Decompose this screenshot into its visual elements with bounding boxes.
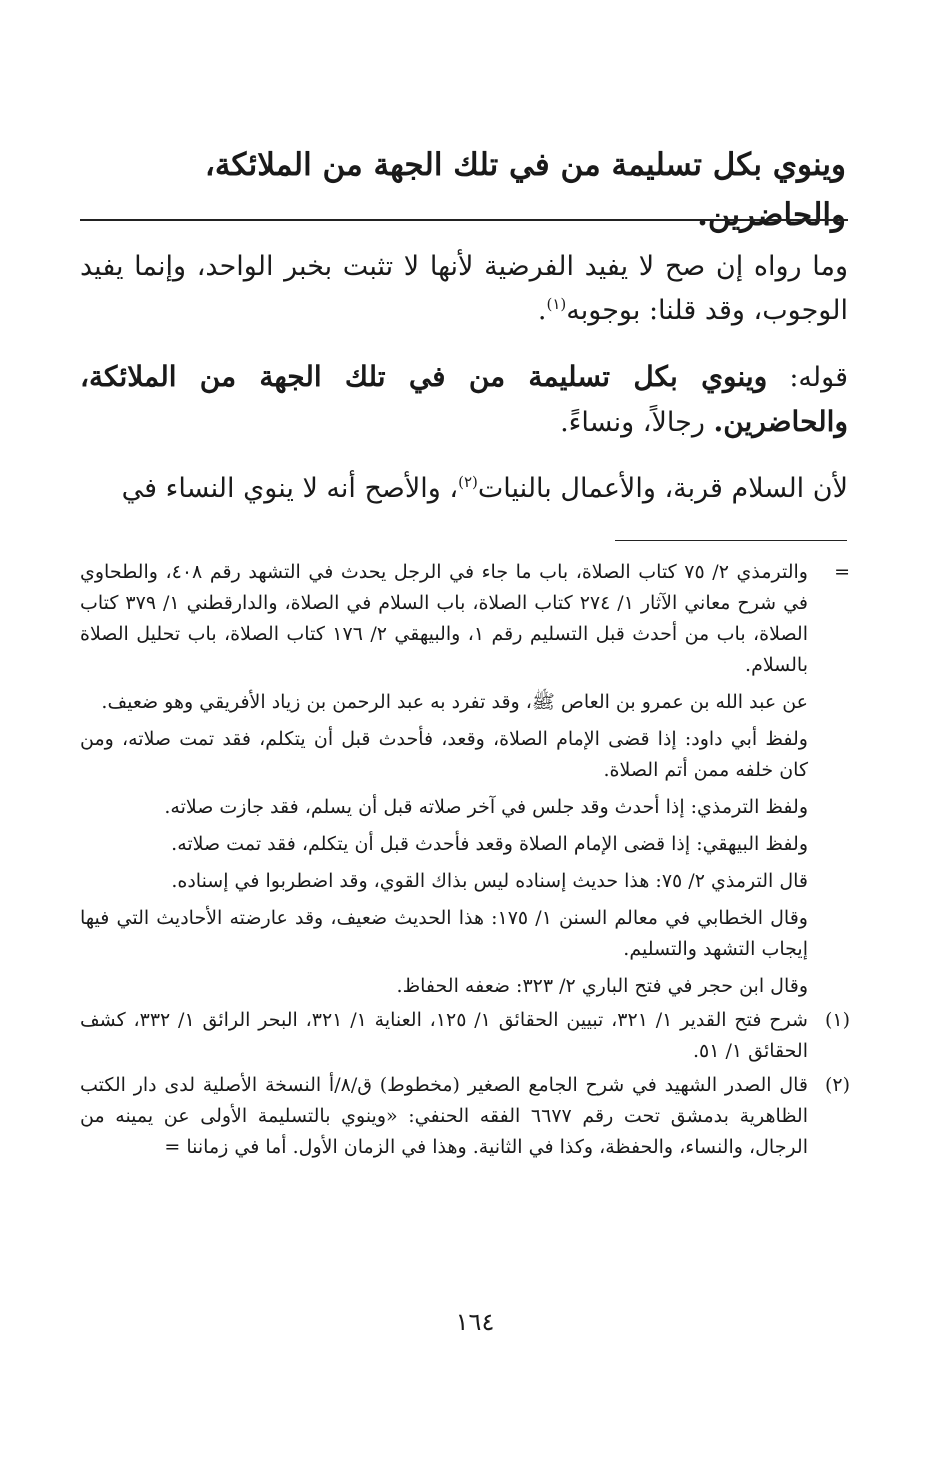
commentary-paragraph-3: [80, 467, 848, 511]
commentary-body: [80, 245, 848, 511]
heading-separator-rule: [80, 219, 848, 221]
footnote-paragraph: وقال ابن حجر في فتح الباري ٢/ ٣٢٣: ضعفه الحفاظ.: [396, 975, 808, 997]
footnote-separator-rule: [615, 540, 847, 541]
continuation-marker: =: [834, 561, 850, 583]
footnote-paragraph: والترمذي ٢/ ٧٥ كتاب الصلاة، باب ما جاء في الرجل يحدث في التشهد رقم ٤٠٨، والطحاوي في شرح معاني الآثار ١/ ٢٧٤ كتاب الصلاة، باب السلام في الصلاة، والدارقطني ١/ ٣٧٩ كتاب الصلاة، باب من أحدث قبل التسليم رقم ١، والبيهقي ٢/ ١٧٦ كتاب الصلاة، باب تحليل الصلاة بالسلام.: [80, 561, 808, 676]
footnote-2-marker: (٢): [824, 1074, 850, 1096]
footnote-paragraph: ولفظ الترمذي: إذا أحدث وقد جلس في آخر صلاته قبل أن يسلم، فقد جازت صلاته.: [164, 796, 808, 818]
matn-heading: وينوي بكل تسليمة من في تلك الجهة من الملائكة، والحاضرين.: [204, 147, 846, 233]
footnote-paragraph: قال الترمذي ٢/ ٧٥: هذا حديث إسناده ليس بذاك القوي، وقد اضطربوا في إسناده.: [171, 870, 808, 892]
footnote-2: [80, 1070, 850, 1163]
paragraph-text: لأن السلام قربة، والأعمال بالنيات: [477, 473, 848, 504]
footnote-2-text: قال الصدر الشهيد في شرح الجامع الصغير (مخطوط) ق/٨/أ النسخة الأصلية لدى دار الكتب الظاهرية بدمشق تحت رقم ٦٦٧٧ الفقه الحنفي: «وينوي بالتسليمة الأولى عن يمينه من الرجال، والنساء، والحفظة، وكذا في الثانية. وهذا في الزمان الأول. أما في زماننا =: [80, 1074, 808, 1158]
footnote-1-text: شرح فتح القدير ١/ ٣٢١، تبيين الحقائق ١/ ١٢٥، العناية ١/ ٣٢١، البحر الرائق ١/ ٣٣٢، كشف الحقائق ١/ ٥١.: [80, 1009, 808, 1062]
footnote-paragraph: ولفظ البيهقي: إذا قضى الإمام الصلاة وقعد فأحدث قبل أن يتكلم، فقد تمت صلاته.: [171, 833, 808, 855]
footnote-ref-1[interactable]: (١): [546, 295, 567, 313]
commentary-paragraph-2: [80, 355, 848, 445]
footnote-1-marker: (١): [824, 1009, 850, 1031]
quote-label: قوله:: [767, 362, 848, 393]
paragraph-text: وما رواه إن صح لا يفيد الفرضية لأنها لا تثبت بخبر الواحد، وإنما يفيد الوجوب، وقد قلنا: بوجوبه: [80, 251, 848, 326]
commentary-paragraph-1: [80, 245, 848, 333]
footnote-paragraph: وقال الخطابي في معالم السنن ١/ ١٧٥: هذا الحديث ضعيف، وقد عارضته الأحاديث التي فيها إيجاب التشهد والتسليم.: [80, 907, 808, 960]
paragraph-text: ، والأصح أنه لا ينوي النساء في: [121, 473, 459, 504]
footnote-paragraph: عن عبد الله بن عمرو بن العاص ﷺ، وقد تفرد به عبد الرحمن بن زياد الأفريقي وهو ضعيف.: [101, 691, 808, 713]
paragraph-end: .: [537, 295, 547, 326]
quoted-matn: وينوي بكل تسليمة من في تلك الجهة من الملائكة، والحاضرين.: [80, 360, 848, 438]
paragraph-text: رجالاً، ونساءً.: [560, 407, 714, 438]
footnote-continuation: [80, 557, 850, 1002]
footnote-paragraph: ولفظ أبي داود: إذا قضى الإمام الصلاة، وقعد، فأحدث قبل أن يتكلم، فقد تمت صلاته، ومن كان خلفه ممن أتم الصلاة.: [80, 728, 808, 781]
footnote-1: [80, 1005, 850, 1067]
footnote-ref-2[interactable]: (٢): [458, 473, 478, 491]
footnotes-section: [80, 557, 850, 1163]
page-number: ١٦٤: [455, 1308, 495, 1336]
